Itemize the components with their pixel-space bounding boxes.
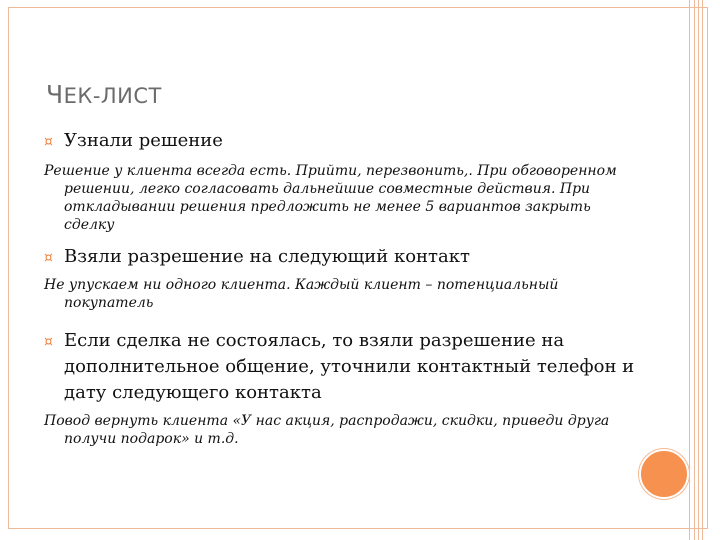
page-title: [46, 80, 162, 109]
bullet-icon: ¤: [44, 334, 53, 350]
bullet-text: Узнали решение: [64, 130, 223, 151]
note-text: Не упускаем ни одного клиента. Каждый клиент – потенциальный покупатель: [44, 277, 559, 311]
bullet-item: [44, 328, 644, 406]
slide-content: [44, 128, 644, 448]
bullet-item: [44, 128, 644, 154]
decor-line: [702, 0, 703, 540]
bullet-icon: ¤: [44, 250, 53, 266]
note-text: Решение у клиента всегда есть. Прийти, перезвонить,. При обговоренном решении, легко согласовать дальнейшие совместные действия. При откладывании решения предложить не менее 5 вариантов закрыть сделку: [44, 163, 617, 233]
decor-circle: [639, 449, 689, 499]
decor-line: [689, 0, 690, 540]
bullet-item: [44, 244, 644, 270]
decor-line: [694, 0, 695, 540]
title-first-letter: Ч: [46, 80, 64, 109]
bullet-text: Взяли разрешение на следующий контакт: [64, 246, 470, 267]
bullet-text: Если сделка не состоялась, то взяли разрешение на дополнительное общение, уточнили контактный телефон и дату следующего контакта: [64, 330, 635, 403]
bullet-icon: ¤: [44, 134, 53, 150]
decor-line: [698, 0, 699, 540]
title-rest: ЕК-ЛИСТ: [63, 84, 162, 108]
note-text: Повод вернуть клиента «У нас акция, распродажи, скидки, приведи друга получи подарок» и т.д.: [44, 413, 610, 447]
